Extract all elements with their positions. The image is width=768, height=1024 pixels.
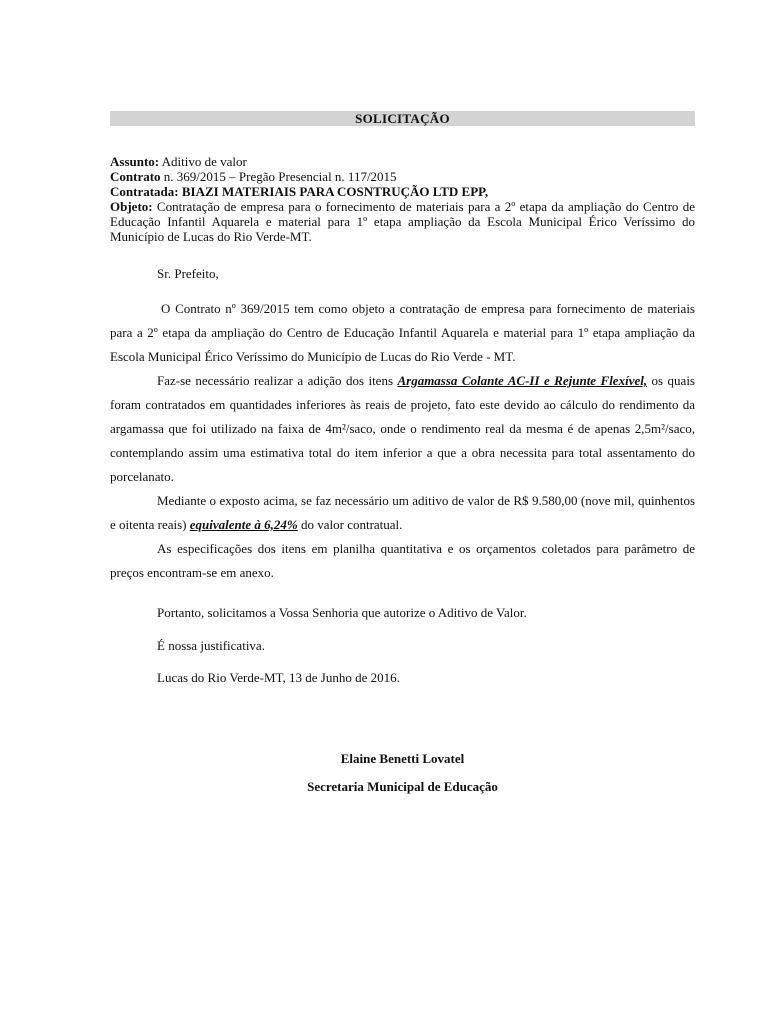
subject-value: Aditivo de valor	[159, 154, 247, 169]
paragraph-3	[110, 489, 695, 537]
contract-line	[110, 169, 695, 184]
subject-line	[110, 154, 695, 169]
object-line	[110, 199, 695, 244]
document-header-fields	[110, 154, 695, 244]
object-label: Objeto:	[110, 199, 153, 214]
paragraph-3-percent: equivalente à 6,24%	[189, 517, 298, 532]
request-line: Portanto, solicitamos a Vossa Senhoria que autorize o Aditivo de Valor.	[157, 605, 527, 620]
justification-line: É nossa justificativa.	[157, 638, 265, 653]
contractor-line	[110, 184, 695, 199]
document-title: SOLICITAÇÃO	[110, 111, 695, 126]
signer-name: Elaine Benetti Lovatel	[340, 751, 465, 766]
paragraph-4: As especificações dos itens em planilha quantitativa e os orçamentos coletados para parâmetro de preços encontram-se em anexo.	[110, 541, 695, 580]
paragraph-2	[110, 369, 695, 489]
paragraph-1: O Contrato nº 369/2015 tem como objeto a contratação de empresa para fornecimento de materiais para a 2º etapa da ampliação do Centro de Educação Infantil Aquarela e material para 1º etapa ampliação da Escola Municipal Érico Veríssimo do Município de Lucas do Rio Verde - MT.	[110, 301, 695, 364]
contract-value: n. 369/2015 – Pregão Presencial n. 117/2015	[160, 169, 397, 184]
salutation: Sr. Prefeito,	[157, 266, 219, 281]
paragraph-2-end: os quais foram contratados em quantidades inferiores às reais de projeto, fato este devido ao cálculo do rendimento da argamassa que foi utilizado na faixa de 4m²/saco, onde o rendimento real da mesma é de apenas 2,5m²/saco, contemplando assim uma estimativa total do item inferior a que a obra necessita para total assentamento do porcelanato.	[110, 373, 695, 484]
subject-label: Assunto:	[110, 154, 160, 169]
date-line: Lucas do Rio Verde-MT, 13 de Junho de 2016.	[157, 670, 400, 685]
document-body	[110, 297, 695, 585]
paragraph-3-end: do valor contratual.	[297, 517, 403, 532]
contract-label: Contrato	[110, 169, 161, 184]
signer-department: Secretaria Municipal de Educação	[307, 779, 498, 794]
paragraph-3-start: Mediante o exposto acima, se faz necessário um aditivo de valor de R$ 9.580,00 (nove mil, quinhentos e oitenta reais)	[110, 493, 695, 532]
contractor-label: Contratada:	[110, 184, 179, 199]
paragraph-2-start: Faz-se necessário realizar a adição dos itens	[157, 373, 398, 388]
object-value: Contratação de empresa para o fornecimento de materiais para a 2º etapa da ampliação do Centro de Educação Infantil Aquarela e material para 1º etapa ampliação da Escola Municipal Érico Veríssimo do Município de Lucas do Rio Verde-MT.	[110, 199, 695, 244]
paragraph-2-items: Argamassa Colante AC-II e Rejunte Flexível,	[397, 373, 648, 388]
contractor-value: BIAZI MATERIAIS PARA COSNTRUÇÃO LTD EPP,	[178, 184, 489, 199]
